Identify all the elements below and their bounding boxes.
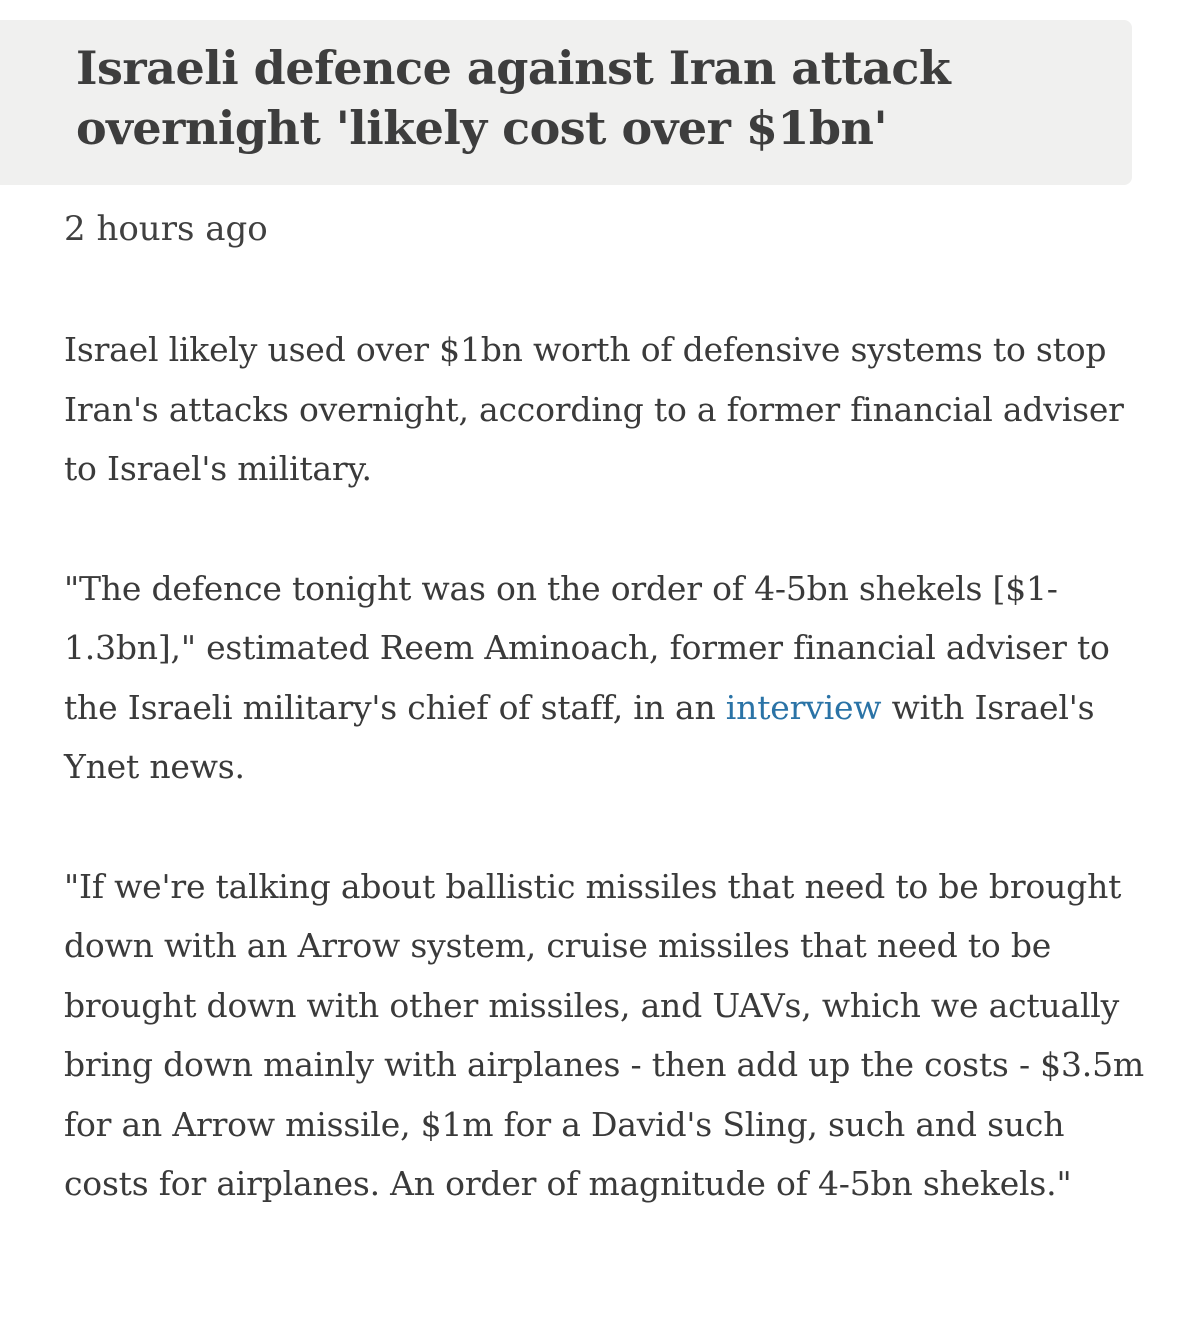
paragraph-2-text-start: "The defence tonight was on the order of 4-5bn shekels [$1-1.3bn]," estimated Reem Aminoach, former financial adviser to the Israeli military's chief of staff, in an	[64, 568, 1110, 727]
article-body	[64, 320, 1144, 1214]
article-headline: Israeli defence against Iran attack overnight 'likely cost over $1bn'	[76, 41, 951, 155]
article-paragraph-3: "If we're talking about ballistic missiles that need to be brought down with an Arrow system, cruise missiles that need to be brought down with other missiles, and UAVs, which we actually bring down mainly with airplanes - then add up the costs - $3.5m for an Arrow missile, $1m for a David's Sling, such and such costs for airplanes. An order of magnitude of 4-5bn shekels."	[64, 866, 1144, 1203]
interview-link[interactable]: interview	[725, 687, 882, 727]
paragraph-2-text-end: with Israel's Ynet news.	[64, 687, 1095, 786]
article-timestamp: 2 hours ago	[64, 209, 268, 249]
article-paragraph-1: Israel likely used over $1bn worth of defensive systems to stop Iran's attacks overnight, according to a former financial adviser to Israel's military.	[64, 330, 1124, 488]
headline-banner	[0, 20, 1132, 185]
article-paragraph-2	[64, 559, 1144, 797]
